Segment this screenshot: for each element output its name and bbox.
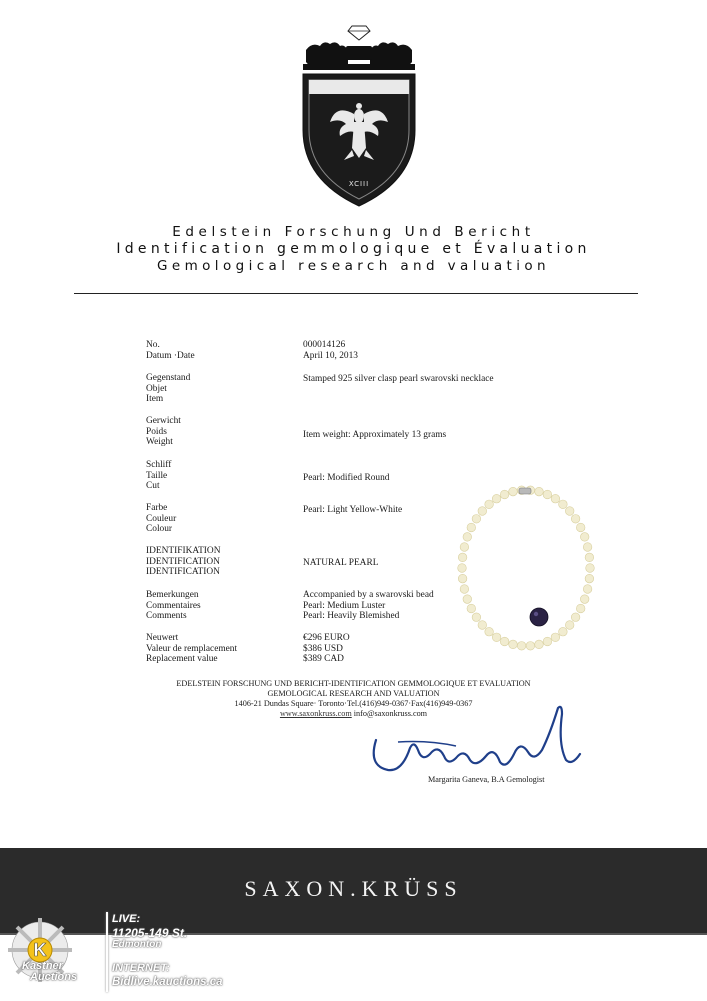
pearl (517, 642, 526, 651)
pearl (571, 613, 580, 622)
pearl (551, 494, 560, 503)
label-date: Datum ·Date (146, 351, 195, 361)
swarovski-bead (530, 608, 548, 626)
value-comments: Accompanied by a swarovski bead Pearl: Medium Luster Pearl: Heavily Blemished (303, 590, 434, 622)
signatory-name: Margarita Ganeva, B.A Gemologist (428, 775, 545, 784)
label-no: No. (146, 340, 160, 350)
pearl (583, 585, 592, 594)
live-label: LIVE: (112, 913, 141, 925)
pearl (458, 553, 467, 562)
pearl (478, 621, 487, 630)
value-date: April 10, 2013 (303, 351, 358, 361)
pearl (467, 523, 476, 532)
pearl (535, 640, 544, 649)
pearl (500, 637, 509, 646)
pearl (576, 604, 585, 613)
website-link[interactable]: www.saxonkruss.com (279, 709, 352, 718)
value-cut: Pearl: Modified Round (303, 473, 390, 483)
pearl (559, 500, 568, 509)
live-address: 11205-149 St. (112, 926, 188, 940)
pearl-strand (458, 486, 595, 650)
pearl (543, 637, 552, 646)
pearl (460, 543, 469, 552)
pearl (585, 553, 594, 562)
email-text: info@saxonkruss.com (353, 709, 428, 718)
value-item: Stamped 925 silver clasp pearl swarovski necklace (303, 374, 494, 384)
pearl (500, 490, 509, 499)
pearl (551, 633, 560, 642)
pearl (526, 642, 535, 651)
pearl (485, 627, 494, 636)
label-cut: Schliff Taille Cut (146, 460, 172, 492)
header-french: Identification gemmologique et Évaluation (116, 241, 591, 257)
internet-label: INTERNET: (112, 962, 170, 974)
label-identification: IDENTIFIKATION IDENTIFICATION IDENTIFICATION (146, 546, 221, 578)
necklace-photo (452, 484, 600, 652)
pearl (543, 490, 552, 499)
pearl (485, 500, 494, 509)
value-colour: Pearl: Light Yellow-White (303, 505, 403, 515)
label-item: Gegenstand Objet Item (146, 373, 191, 405)
header-divider (74, 293, 638, 294)
pearl (458, 564, 467, 573)
signature-image (358, 704, 598, 780)
footer-contact (0, 709, 707, 719)
diamond-icon (348, 26, 370, 40)
value-weight: Item weight: Approximately 13 grams (303, 430, 447, 440)
value-replacement: €296 EURO $386 USD $389 CAD (303, 633, 350, 665)
pearl (472, 515, 481, 524)
pearl (472, 613, 481, 622)
pearl (467, 604, 476, 613)
watermark-divider (106, 912, 108, 992)
value-identification: NATURAL PEARL (303, 558, 379, 568)
label-colour: Farbe Couleur Colour (146, 503, 177, 535)
pearl (478, 507, 487, 516)
internet-url[interactable]: Bidlive.kauctions.ca (112, 976, 223, 988)
pearl (583, 543, 592, 552)
pearl (492, 494, 501, 503)
pearl (565, 621, 574, 630)
footer-line-2: GEMOLOGICAL RESEARCH AND VALUATION (267, 689, 440, 698)
crest-logo (300, 20, 418, 208)
header-german: Edelstein Forschung Und Bericht (172, 224, 535, 240)
label-comments: Bemerkungen Commentaires Comments (146, 590, 201, 622)
pearl (509, 487, 518, 496)
pearl (509, 640, 518, 649)
pearl (535, 487, 544, 496)
crest-numeral: XCIII (348, 180, 370, 188)
pearl (585, 574, 594, 583)
silver-clasp (519, 488, 531, 494)
pearl (576, 523, 585, 532)
value-no: 000014126 (303, 340, 346, 350)
pearl (586, 564, 595, 573)
pearl (463, 595, 472, 604)
lions-emblem (303, 42, 415, 70)
pearl (458, 574, 467, 583)
pearl (580, 595, 589, 604)
footer-line-1: EDELSTEIN FORSCHUNG UND BERICHT-IDENTIFICATION GEMMOLOGIQUE ET EVALUATION (176, 679, 531, 688)
pearl (580, 533, 589, 542)
pearl (559, 627, 568, 636)
pearl (565, 507, 574, 516)
pearl (463, 533, 472, 542)
live-city: Edmonton (112, 939, 162, 950)
svg-text:K: K (33, 940, 47, 960)
footer-address: 1406-21 Dundas Square· Toronto·Tel.(416)949-0367·Fax(416)949-0367 (234, 699, 473, 708)
label-replacement: Neuwert Valeur de remplacement Replacement value (146, 633, 238, 665)
header-english: Gemological research and valuation (157, 258, 550, 274)
brand-name: SAXON.KRÜSS (244, 876, 463, 901)
pearl (492, 633, 501, 642)
pearl (571, 515, 580, 524)
label-weight: Gerwicht Poids Weight (146, 416, 181, 448)
pearl (460, 585, 469, 594)
kastner-auctions-logo: K Kastner Auctions (4, 916, 102, 996)
